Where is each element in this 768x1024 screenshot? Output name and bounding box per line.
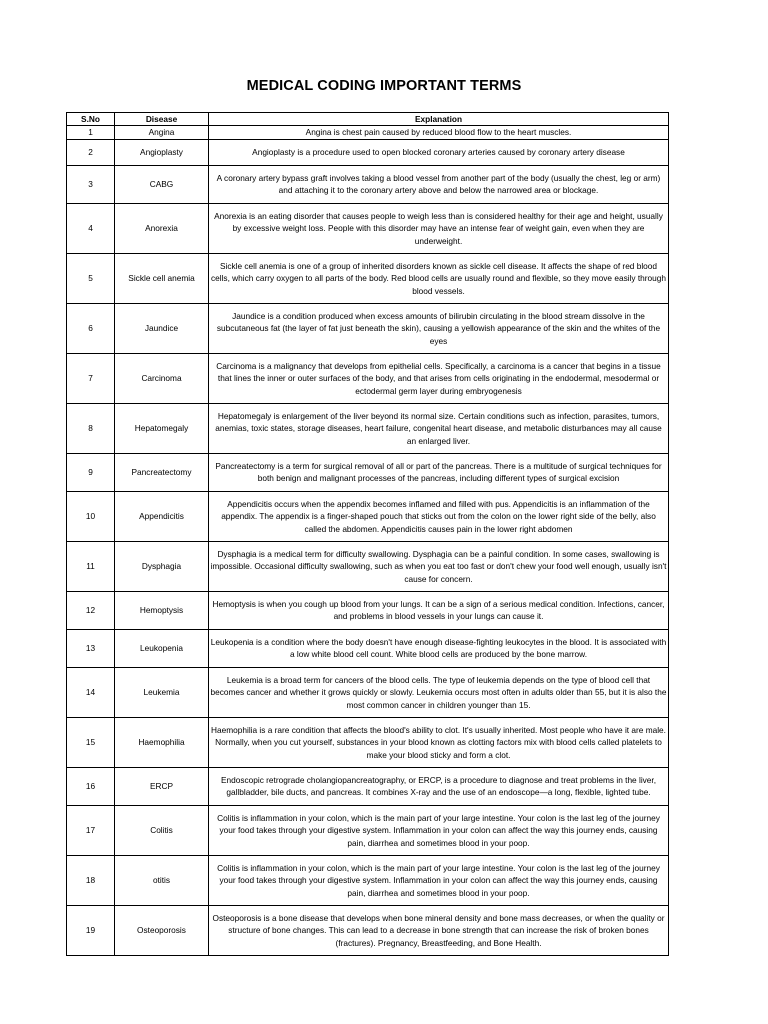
table-row bbox=[67, 253, 669, 303]
sno-cell: 13 bbox=[67, 629, 115, 667]
explanation-cell: Endoscopic retrograde cholangiopancreatography, or ERCP, is a procedure to diagnose and treat problems in the liver, gallbladder, bile ducts, and pancreas. It combines X-ray and the use of an endoscope—a long, flexible, lighted tube. bbox=[209, 767, 669, 805]
sno-cell: 8 bbox=[67, 403, 115, 453]
disease-cell: Anorexia bbox=[115, 203, 209, 253]
header-sno: S.No bbox=[67, 113, 115, 126]
sno-cell: 19 bbox=[67, 905, 115, 955]
table-row bbox=[67, 667, 669, 717]
sno-cell: 10 bbox=[67, 491, 115, 541]
disease-cell: Leukemia bbox=[115, 667, 209, 717]
disease-cell: Osteoporosis bbox=[115, 905, 209, 955]
explanation-cell: Leukopenia is a condition where the body doesn't have enough disease-fighting leukocytes in the blood. It is associated with a low white blood cell count. White blood cells are produced by the bone marrow. bbox=[209, 629, 669, 667]
explanation-cell: Colitis is inflammation in your colon, which is the main part of your large intestine. Your colon is the last leg of the journey your food takes through your digestive system. Inflammation in your colon can affect the way this journey ends, causing pain, diarrhea and sometimes blood in your poop. bbox=[209, 805, 669, 855]
explanation-cell: Haemophilia is a rare condition that affects the blood's ability to clot. It's usually inherited. Most people who have it are male. Normally, when you cut yourself, substances in your blood known as clotting factors mix with blood cells called platelets to make your blood sticky and form a clot. bbox=[209, 717, 669, 767]
sno-cell: 14 bbox=[67, 667, 115, 717]
explanation-cell: Leukemia is a broad term for cancers of the blood cells. The type of leukemia depends on the type of blood cell that becomes cancer and whether it grows quickly or slowly. Leukemia occurs most often in adults older than 55, but it is also the most common cancer in children younger than 15. bbox=[209, 667, 669, 717]
header-row bbox=[67, 113, 669, 126]
table-row bbox=[67, 139, 669, 165]
table-row bbox=[67, 855, 669, 905]
document-title: MEDICAL CODING IMPORTANT TERMS bbox=[246, 78, 522, 94]
table-row bbox=[67, 203, 669, 253]
disease-cell: Colitis bbox=[115, 805, 209, 855]
explanation-cell: Dysphagia is a medical term for difficulty swallowing. Dysphagia can be a painful condition. In some cases, swallowing is impossible. Occasional difficulty swallowing, such as when you eat too fast or don't chew your food well enough, usually isn't cause for concern. bbox=[209, 541, 669, 591]
table-row bbox=[67, 491, 669, 541]
table-row bbox=[67, 629, 669, 667]
disease-cell: Pancreatectomy bbox=[115, 453, 209, 491]
sno-cell: 18 bbox=[67, 855, 115, 905]
sno-cell: 17 bbox=[67, 805, 115, 855]
table-row bbox=[67, 717, 669, 767]
table-row bbox=[67, 591, 669, 629]
explanation-cell: A coronary artery bypass graft involves taking a blood vessel from another part of the body (usually the chest, leg or arm) and attaching it to the coronary artery above and below the narrowed area or blockage. bbox=[209, 165, 669, 203]
explanation-cell: Sickle cell anemia is one of a group of inherited disorders known as sickle cell disease. It affects the shape of red blood cells, which carry oxygen to all parts of the body. Red blood cells are usually round and flexible, so they move easily through blood vessels. bbox=[209, 253, 669, 303]
explanation-cell: Hemoptysis is when you cough up blood from your lungs. It can be a sign of a serious medical condition. Infections, cancer, and problems in blood vessels in your lungs can cause it. bbox=[209, 591, 669, 629]
sno-cell: 12 bbox=[67, 591, 115, 629]
sno-cell: 11 bbox=[67, 541, 115, 591]
disease-cell: Dysphagia bbox=[115, 541, 209, 591]
disease-cell: Appendicitis bbox=[115, 491, 209, 541]
sno-cell: 5 bbox=[67, 253, 115, 303]
table-row bbox=[67, 126, 669, 139]
sno-cell: 4 bbox=[67, 203, 115, 253]
sno-cell: 7 bbox=[67, 353, 115, 403]
disease-cell: otitis bbox=[115, 855, 209, 905]
explanation-cell: Jaundice is a condition produced when excess amounts of bilirubin circulating in the blood stream dissolve in the subcutaneous fat (the layer of fat just beneath the skin), causing a yellowish appearance of the skin and the whites of the eyes bbox=[209, 303, 669, 353]
explanation-cell: Osteoporosis is a bone disease that develops when bone mineral density and bone mass decreases, or when the quality or structure of bone changes. This can lead to a decrease in bone strength that can increase the risk of broken bones (fractures). Pregnancy, Breastfeeding, and Bone Health. bbox=[209, 905, 669, 955]
explanation-cell: Angina is chest pain caused by reduced blood flow to the heart muscles. bbox=[209, 126, 669, 139]
table-row bbox=[67, 403, 669, 453]
table-row bbox=[67, 453, 669, 491]
sno-cell: 3 bbox=[67, 165, 115, 203]
explanation-cell: Hepatomegaly is enlargement of the liver beyond its normal size. Certain conditions such as infection, parasites, tumors, anemias, toxic states, storage diseases, heart failure, congenital heart disease, and metabolic disturbances may all cause an enlarged liver. bbox=[209, 403, 669, 453]
disease-cell: ERCP bbox=[115, 767, 209, 805]
disease-cell: CABG bbox=[115, 165, 209, 203]
explanation-cell: Colitis is inflammation in your colon, which is the main part of your large intestine. Your colon is the last leg of the journey your food takes through your digestive system. Inflammation in your colon can affect the way this journey ends, causing pain, diarrhea and sometimes blood in your poop. bbox=[209, 855, 669, 905]
disease-cell: Carcinoma bbox=[115, 353, 209, 403]
sno-cell: 15 bbox=[67, 717, 115, 767]
table-row bbox=[67, 353, 669, 403]
disease-cell: Hepatomegaly bbox=[115, 403, 209, 453]
explanation-cell: Carcinoma is a malignancy that develops from epithelial cells. Specifically, a carcinoma is a cancer that begins in a tissue that lines the inner or outer surfaces of the body, and that arises from cells originating in the endodermal, mesodermal or ectodermal germ layer during embryogenesis bbox=[209, 353, 669, 403]
disease-cell: Angina bbox=[115, 126, 209, 139]
disease-cell: Haemophilia bbox=[115, 717, 209, 767]
sno-cell: 1 bbox=[67, 126, 115, 139]
explanation-cell: Pancreatectomy is a term for surgical removal of all or part of the pancreas. There is a multitude of surgical techniques for both benign and malignant processes of the pancreas, including different types of surgical excision bbox=[209, 453, 669, 491]
disease-cell: Sickle cell anemia bbox=[115, 253, 209, 303]
table-row bbox=[67, 905, 669, 955]
table-row bbox=[67, 805, 669, 855]
disease-cell: Jaundice bbox=[115, 303, 209, 353]
explanation-cell: Angioplasty is a procedure used to open blocked coronary arteries caused by coronary artery disease bbox=[209, 139, 669, 165]
disease-cell: Hemoptysis bbox=[115, 591, 209, 629]
table-row bbox=[67, 767, 669, 805]
sno-cell: 9 bbox=[67, 453, 115, 491]
sno-cell: 16 bbox=[67, 767, 115, 805]
table-row bbox=[67, 165, 669, 203]
sno-cell: 6 bbox=[67, 303, 115, 353]
sno-cell: 2 bbox=[67, 139, 115, 165]
explanation-cell: Anorexia is an eating disorder that causes people to weigh less than is considered healthy for their age and height, usually by excessive weight loss. People with this disorder may have an intense fear of weight gain, even when they are underweight. bbox=[209, 203, 669, 253]
disease-cell: Angioplasty bbox=[115, 139, 209, 165]
header-explanation: Explanation bbox=[209, 113, 669, 126]
explanation-cell: Appendicitis occurs when the appendix becomes inflamed and filled with pus. Appendicitis is an inflammation of the appendix. The appendix is a finger-shaped pouch that sticks out from the colon on the lower right side of the belly, also called the abdomen. Appendicitis causes pain in the lower right abdomen bbox=[209, 491, 669, 541]
terms-table bbox=[66, 112, 669, 956]
header-disease: Disease bbox=[115, 113, 209, 126]
table-row bbox=[67, 541, 669, 591]
disease-cell: Leukopenia bbox=[115, 629, 209, 667]
table-row bbox=[67, 303, 669, 353]
